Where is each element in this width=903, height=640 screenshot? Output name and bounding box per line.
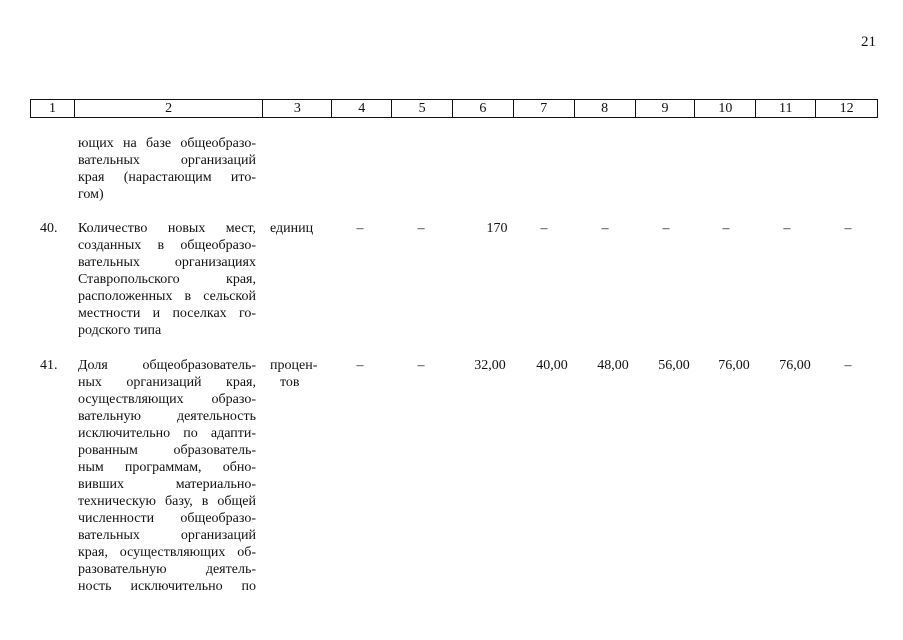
description-line: осуществляющих образо- [78,392,256,407]
row-value: 56,00 [658,358,690,373]
row-unit: единиц [270,221,314,236]
row-value: – [662,221,670,236]
column-header: 4 [332,100,392,117]
column-header: 8 [575,100,636,117]
column-header: 12 [839,101,854,116]
description-line: созданных в общеобразо- [78,238,256,253]
description-line: края (нарастающим ито- [78,170,256,185]
description-line: расположенных в сельской [78,289,256,304]
page-number: 21 [861,34,876,50]
description-line: разовательную деятель- [78,562,256,577]
row-description [78,220,256,339]
row-description [78,357,256,595]
description-line: гом) [78,187,104,202]
column-header: 1 [31,100,75,117]
table-header-row [30,99,878,118]
description-line: ным программам, обно- [78,460,256,475]
row-unit [270,357,317,391]
row-value: 48,00 [597,358,629,373]
column-header: 9 [636,100,696,117]
row-value: – [356,358,364,373]
column-header: 10 [695,100,756,117]
description-line: рованным образователь- [78,443,256,458]
row-value: 32,00 [474,358,506,373]
description-line: Доля общеобразователь- [78,358,256,373]
column-header: 5 [392,100,453,117]
row-number: 40. [40,221,58,236]
row-value: 170 [486,221,508,236]
continuation-description [78,135,256,203]
description-line: техническую базу, в общей [78,494,256,509]
row-value: – [844,358,852,373]
row-value: 40,00 [536,358,568,373]
row-value: – [540,221,548,236]
column-header: 3 [263,100,332,117]
row-value: – [783,221,791,236]
row-value: – [417,221,425,236]
description-line: вательную деятельность [78,409,256,424]
description-line: ных организаций края, [78,375,256,390]
description-line: родского типа [78,323,162,338]
column-header: 2 [75,100,264,117]
description-line: вивших материально- [78,477,256,492]
row-value: – [417,358,425,373]
description-line: численности общеобразо- [78,511,256,526]
unit-line: тов [280,375,300,390]
row-value: – [356,221,364,236]
description-line: вательных организаций [78,153,256,168]
description-line: вательных организаций [78,528,256,543]
description-line: Количество новых мест, [78,221,256,236]
description-line: исключительно по адапти- [78,426,256,441]
row-number: 41. [40,358,58,373]
description-line: ность исключительно по [78,579,256,594]
unit-line: процен- [270,358,318,373]
description-line: местности и поселках го- [78,306,256,321]
description-line: края, осуществляющих об- [78,545,256,560]
row-value: 76,00 [779,358,811,373]
description-line: ющих на базе общеобразо- [78,136,256,151]
row-value: – [601,221,609,236]
column-header: 11 [756,100,816,117]
row-value: – [844,221,852,236]
column-header: 7 [514,100,575,117]
description-line: Ставропольского края, [78,272,256,287]
column-header: 6 [453,100,514,117]
row-value: – [722,221,730,236]
description-line: вательных организациях [78,255,256,270]
row-value: 76,00 [718,358,750,373]
